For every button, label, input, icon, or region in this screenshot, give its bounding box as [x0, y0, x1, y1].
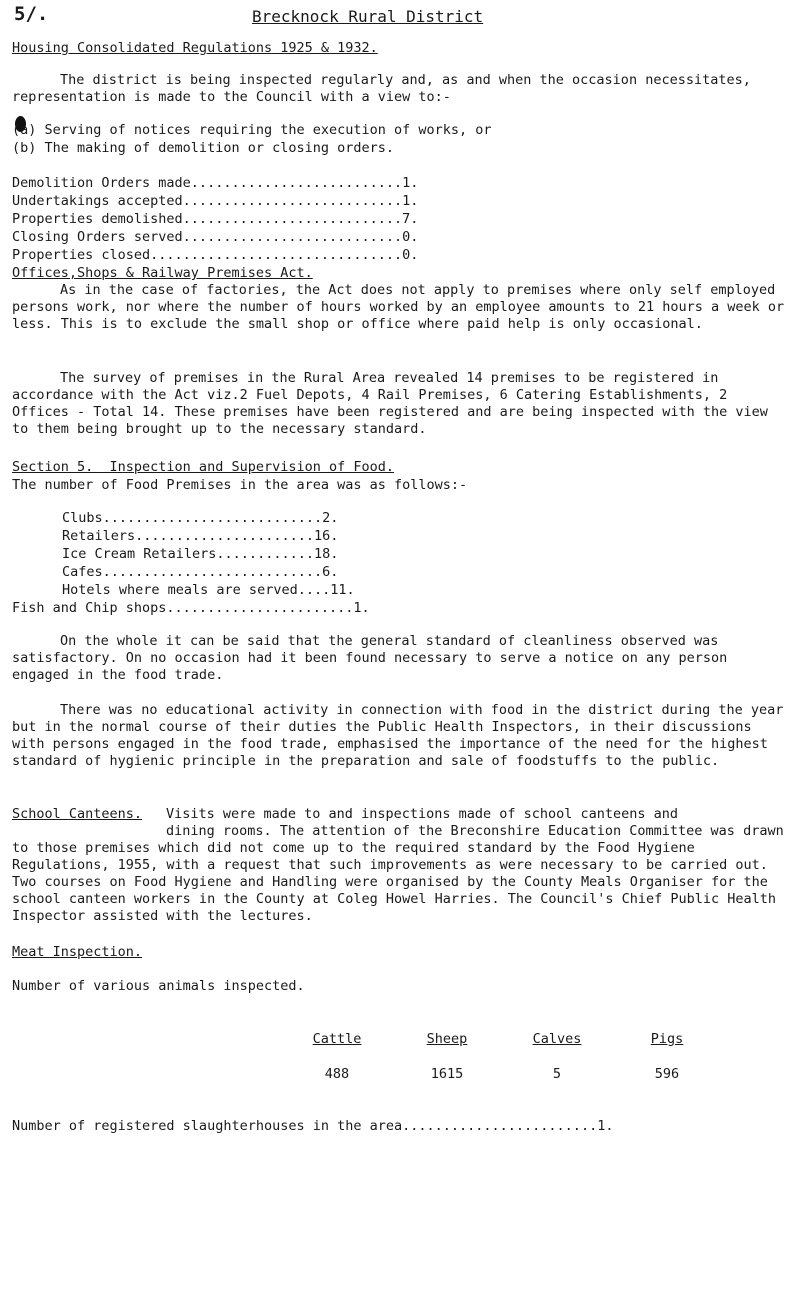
- page-title: Brecknock Rural District: [252, 7, 484, 26]
- meat-val-pigs: 596: [654, 1066, 680, 1082]
- offices-para2: The survey of premises in the Rural Area revealed 14 premises to be registered in accordance with the Act viz.2 Fuel Depots, 4 Rail Premises, 6 Catering Establishments, 2 Offices - Total 14. These premises have been registered and are being inspected with the view to them being brought up to the necessary standard.: [12, 370, 768, 437]
- housing-stat-demolition-orders: Demolition Orders made..........................1.: [12, 175, 419, 191]
- canteens-text-first: Visits were made to and inspections made of school canteens and: [166, 806, 679, 822]
- housing-item-b: (b) The making of demolition or closing orders.: [12, 140, 395, 156]
- meat-col-calves: Calves: [532, 1031, 582, 1047]
- canteens-heading: School Canteens.: [12, 806, 143, 822]
- food-premises-hotels: Hotels where meals are served....11.: [62, 582, 355, 598]
- food-premises-clubs: Clubs...........................2.: [62, 510, 339, 526]
- meat-col-sheep: Sheep: [426, 1031, 468, 1047]
- food-premises-cafes: Cafes...........................6.: [62, 564, 339, 580]
- meat-val-cattle: 488: [324, 1066, 350, 1082]
- housing-stat-closed: Properties closed...............................0.: [12, 247, 419, 263]
- food-premises-fish-chips: Fish and Chip shops.......................1.: [12, 600, 370, 616]
- meat-intro: Number of various animals inspected.: [12, 978, 305, 994]
- meat-col-pigs: Pigs: [650, 1031, 684, 1047]
- food-premises-retailers: Retailers......................16.: [62, 528, 339, 544]
- meat-heading: Meat Inspection.: [12, 944, 143, 960]
- section5-heading: Section 5. Inspection and Supervision of Food.: [12, 459, 395, 475]
- meat-col-cattle: Cattle: [312, 1031, 362, 1047]
- section5-para2: There was no educational activity in connection with food in the district during the year but in the normal course of their duties the Public Health Inspectors, in their discussions with persons engaged in the food trade, emphasised the importance of the need for the highest standard of hygienic principle in the preparation and sale of foodstuffs to the public.: [12, 702, 784, 769]
- section5-para1: On the whole it can be said that the general standard of cleanliness observed was satisfactory. On no occasion had it been found necessary to serve a notice on any person engaged in the food trade.: [12, 633, 728, 683]
- meat-val-sheep: 1615: [430, 1066, 464, 1082]
- offices-para1: As in the case of factories, the Act does not apply to premises where only self employed persons work, nor where the number of hours worked by an employee amounts to 21 hours a week or less. This is to exclude the small shop or office where paid help is only occasional.: [12, 282, 785, 332]
- housing-intro: The district is being inspected regularly and, as and when the occasion necessitates, representation is made to the Council with a view to:-: [12, 72, 751, 105]
- food-premises-ice-cream: Ice Cream Retailers............18.: [62, 546, 339, 562]
- housing-item-a: (a) Serving of notices requiring the execution of works, or: [12, 122, 492, 138]
- meat-val-calves: 5: [552, 1066, 562, 1082]
- housing-stat-undertakings: Undertakings accepted...........................1.: [12, 193, 419, 209]
- slaughterhouses-count: Number of registered slaughterhouses in the area........................1.: [12, 1118, 614, 1134]
- meat-table-header: [282, 1031, 722, 1048]
- section5-intro: The number of Food Premises in the area was as follows:-: [12, 477, 468, 493]
- page-number: 5/.: [14, 3, 49, 25]
- housing-heading: Housing Consolidated Regulations 1925 & 1932.: [12, 40, 378, 56]
- housing-stat-closing-orders: Closing Orders served...........................0.: [12, 229, 419, 245]
- housing-stat-demolished: Properties demolished...........................7.: [12, 211, 419, 227]
- canteens-text: dining rooms. The attention of the Breconshire Education Committee was drawn to those premises which did not come up to the required standard by the Food Hygiene Regulations, 1955, with a request that such improvements as were necessary to be carried out. Two courses on Food Hygiene and Handling were organised by the County Meals Organiser for the school canteen workers in the County at Coleg Howel Harries. The Council's Chief Public Health Inspector assisted with the lectures.: [12, 823, 784, 924]
- meat-table-values: [282, 1066, 722, 1083]
- offices-heading: Offices,Shops & Railway Premises Act.: [12, 265, 313, 281]
